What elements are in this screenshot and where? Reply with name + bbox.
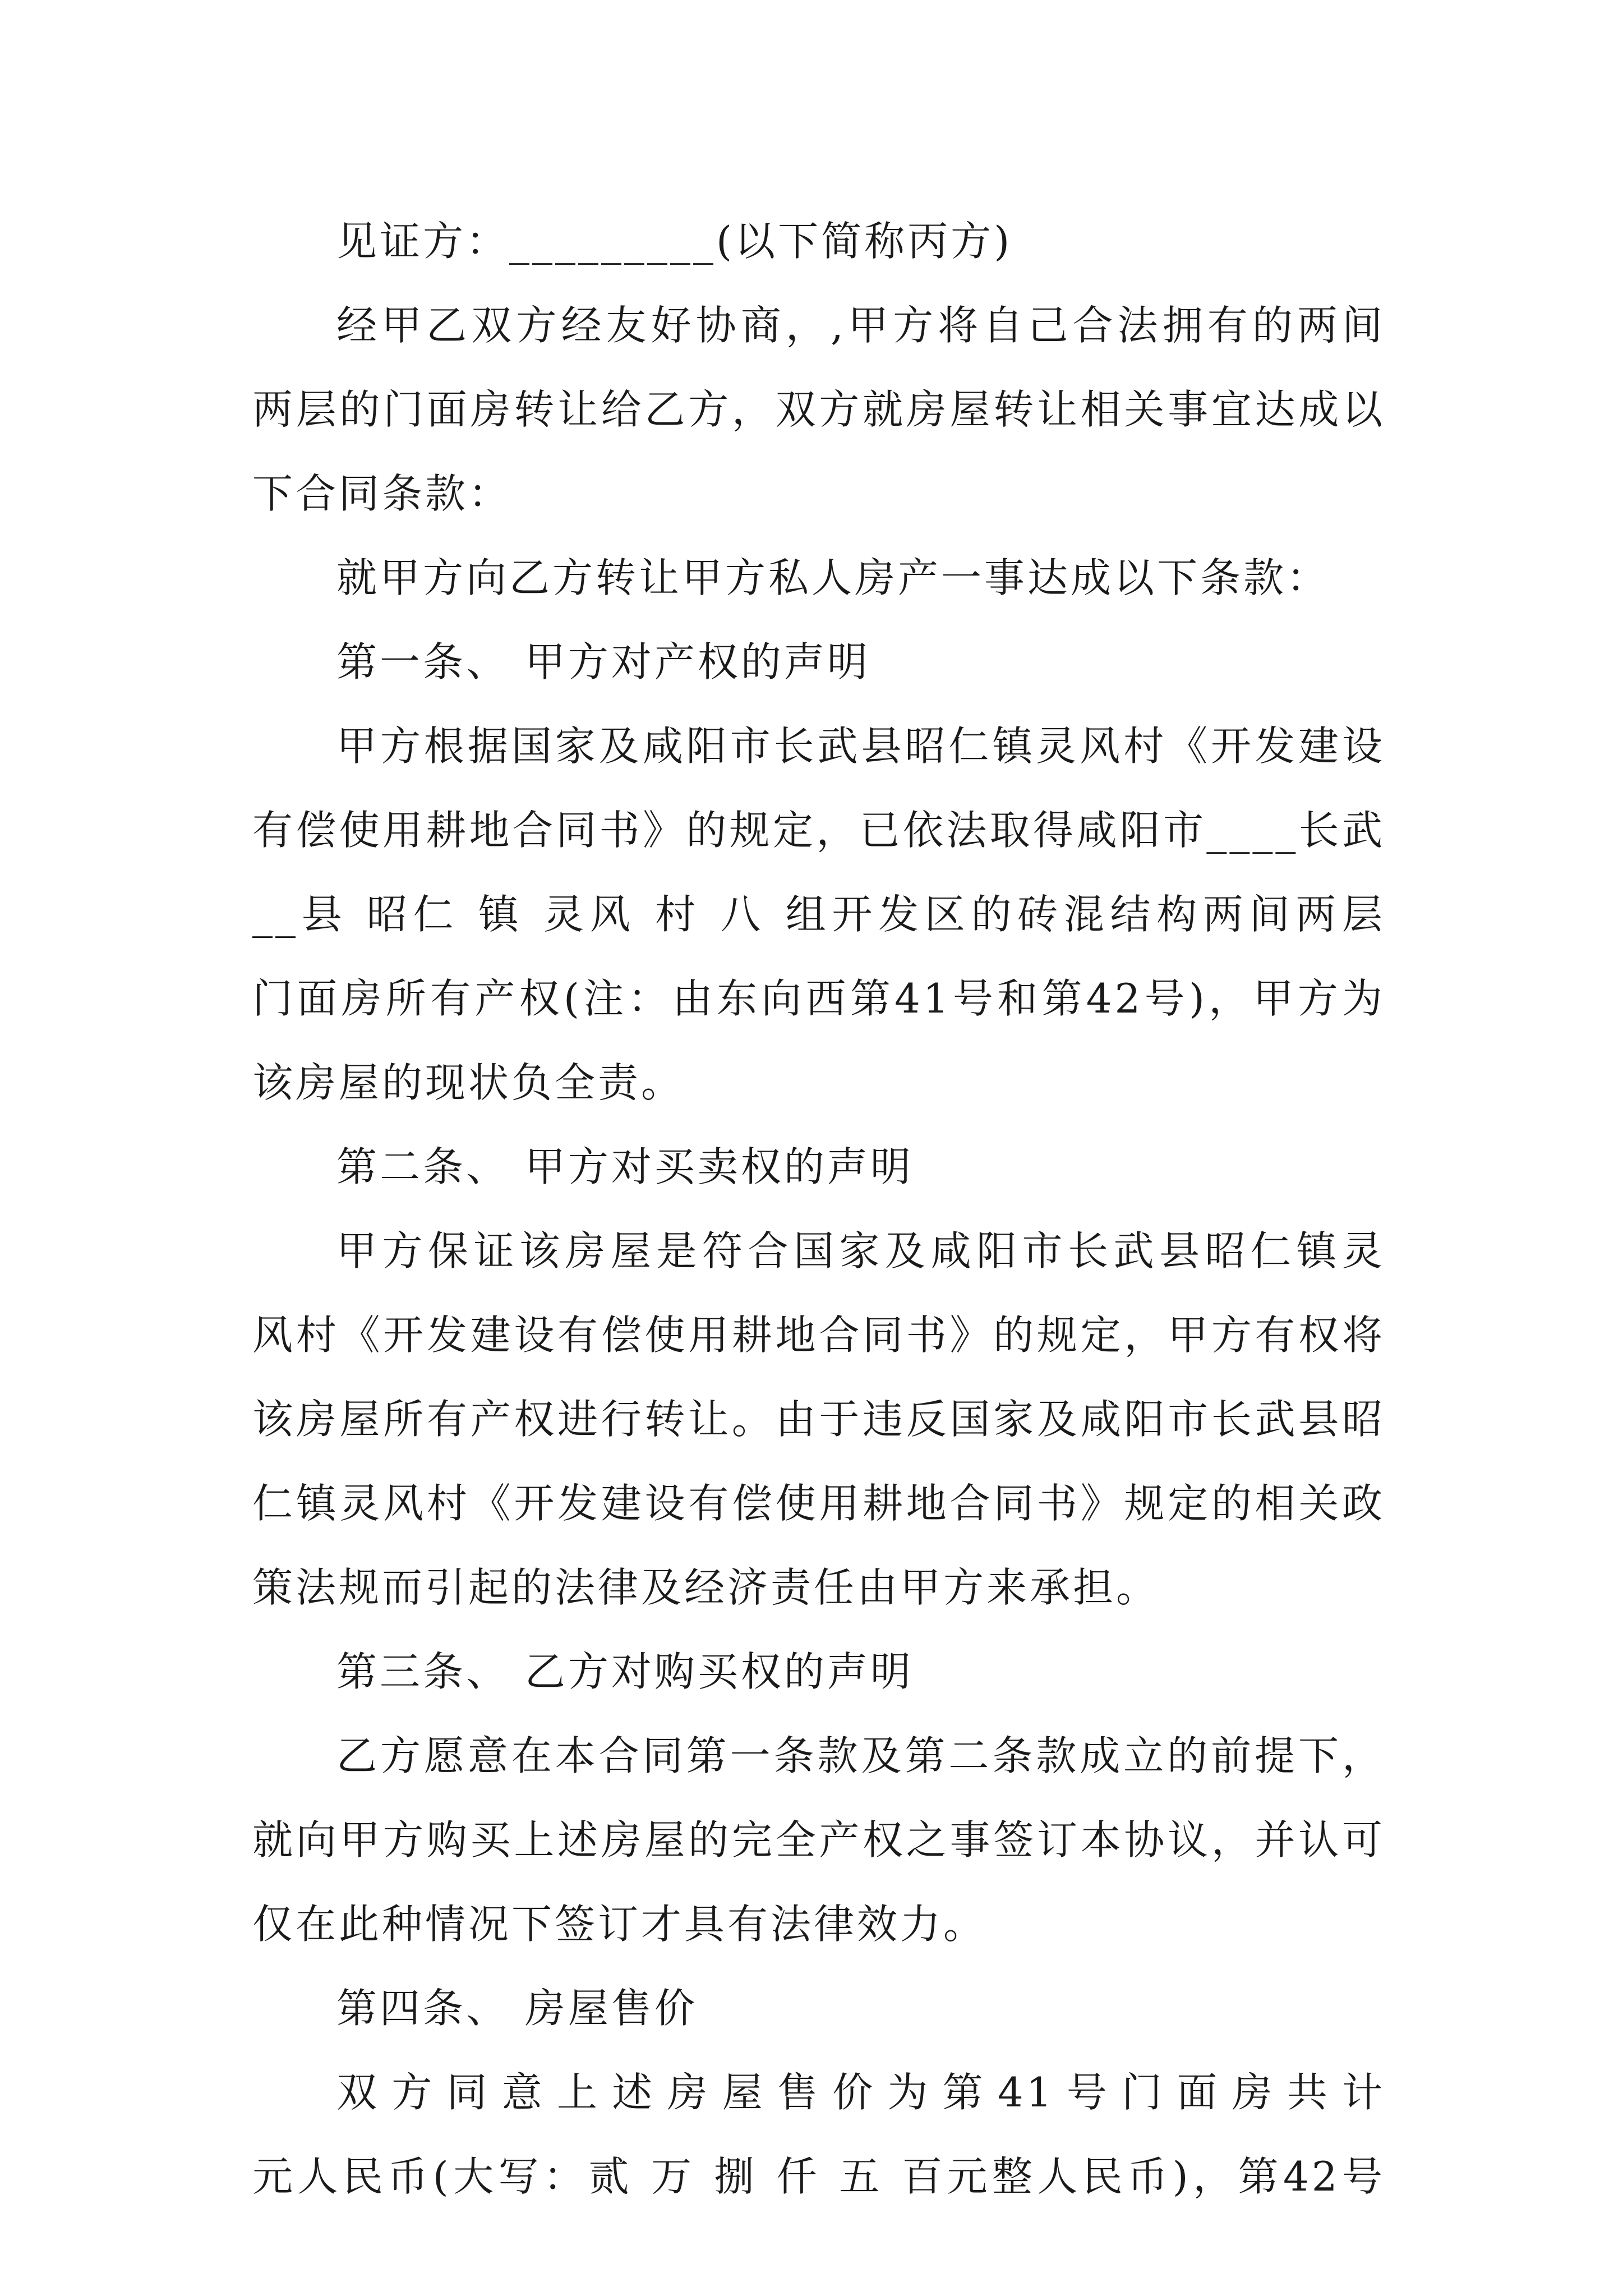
paragraph-line: 仁镇灵风村《开发建设有偿使用耕地合同书》规定的相关政: [252, 1480, 1385, 1527]
paragraph-line: 双方同意上述房屋售价为第41号门面房共计: [336, 2069, 1385, 2116]
paragraph-line: 该房屋的现状负全责。: [252, 1059, 685, 1106]
clause-heading: 第一条、 甲方对产权的声明: [336, 638, 870, 685]
paragraph-line: 甲方保证该房屋是符合国家及咸阳市长武县昭仁镇灵: [336, 1227, 1385, 1274]
paragraph-line: 策法规而引起的法律及经济责任由甲方来承担。: [252, 1564, 1160, 1611]
paragraph-line: 经甲乙双方经友好协商，,甲方将自己合法拥有的两间: [336, 302, 1385, 349]
clause-heading: 第二条、 甲方对买卖权的声明: [336, 1143, 914, 1190]
paragraph-line: __县 昭仁 镇 灵风 村 八 组开发区的砖混结构两间两层: [252, 891, 1385, 938]
paragraph-line: 两层的门面房转让给乙方，双方就房屋转让相关事宜达成以: [252, 386, 1385, 433]
paragraph-line: 就向甲方购买上述房屋的完全产权之事签订本协议，并认可: [252, 1816, 1385, 1864]
paragraph-line: 仅在此种情况下签订才具有法律效力。: [252, 1901, 987, 1948]
clause-heading: 第四条、 房屋售价: [336, 1985, 698, 2032]
paragraph-line: 门面房所有产权(注：由东向西第41号和第42号)，甲方为: [252, 975, 1385, 1022]
paragraph-line: 下合同条款：: [252, 470, 512, 517]
paragraph-line: 风村《开发建设有偿使用耕地合同书》的规定，甲方有权将: [252, 1312, 1385, 1359]
paragraph-line: 该房屋所有产权进行转让。由于违反国家及咸阳市长武县昭: [252, 1396, 1385, 1443]
clause-heading: 第三条、 乙方对购买权的声明: [336, 1648, 914, 1695]
paragraph-line: 乙方愿意在本合同第一条款及第二条款成立的前提下，: [336, 1732, 1385, 1779]
paragraph-line: 有偿使用耕地合同书》的规定，已依法取得咸阳市____长武: [252, 807, 1385, 854]
paragraph-line: 甲方根据国家及咸阳市长武县昭仁镇灵风村《开发建设: [336, 723, 1385, 770]
paragraph-line: 元人民币(大写：贰 万 捌 仟 五 百元整人民币)，第42号: [252, 2153, 1385, 2200]
witness-line: 见证方：_________(以下简称丙方): [336, 218, 1013, 265]
paragraph-line: 就甲方向乙方转让甲方私人房产一事达成以下条款：: [336, 554, 1330, 601]
